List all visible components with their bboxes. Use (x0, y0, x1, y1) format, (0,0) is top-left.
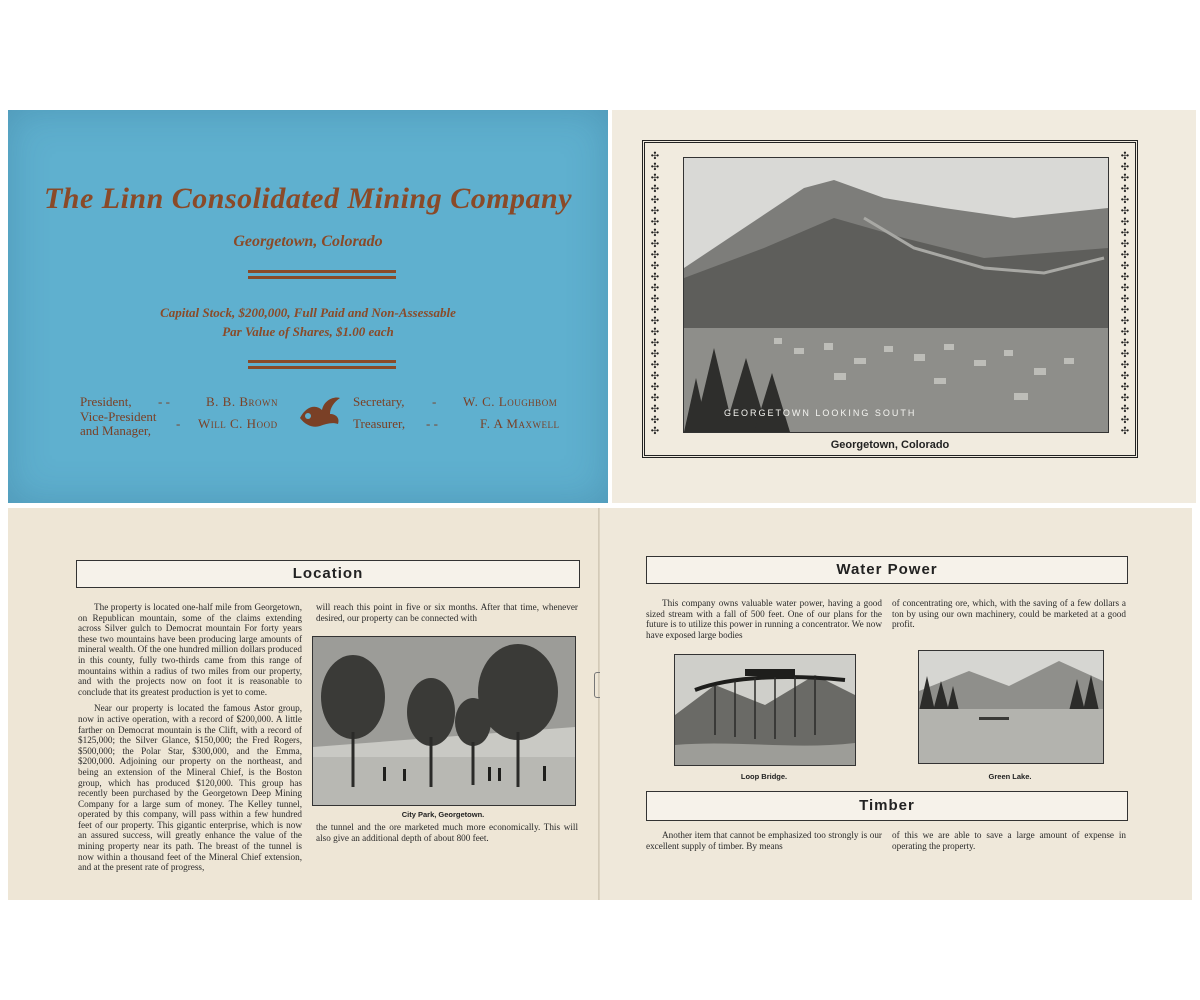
ornamental-frame (642, 140, 1138, 458)
secretary-dashes: - (432, 394, 437, 409)
water-power-column-2: of concentrating ore, which, with the saving of a few dollars a ton by using our own machinery, could be marketed at a good profit. (892, 598, 1126, 630)
georgetown-photo (683, 157, 1109, 433)
water-power-heading: Water Power (646, 556, 1128, 584)
photo-inscription: GEORGETOWN LOOKING SOUTH (724, 408, 917, 418)
location-column-1 (78, 602, 302, 879)
green-lake-photo (918, 650, 1104, 764)
treasurer-dashes: - - (426, 416, 438, 431)
photo-page (612, 110, 1196, 503)
location-paragraph-1: The property is located one-half mile from Georgetown, on Republican mountain, some of the claims extending across Silver gulch to Democrat mountain For forty years these two mountains have been producing large amounts of mineral wealth. Of the one hundred million dollars produced in this county, fully two-thirds came from this range of mountains within a radius of two miles from our property, and with the projects now on foot it is reasonable to conclude that its greatest production is yet to come. (78, 602, 302, 697)
location-heading: Location (76, 560, 580, 588)
location-column-2-bottom: the tunnel and the ore marketed much more economically. This will also give an additional depth of about 800 feet. (316, 822, 578, 843)
water-power-paragraph-1: This company owns valuable water power, having a good sized stream with a fall of 500 feet. One of our plans for the future is to utilize this power in running a concentrator. We now have exposed large bodies (646, 598, 882, 640)
water-power-page (600, 508, 1192, 900)
location-column-2-top: will reach this point in five or six months. After that time, whenever desired, our property can be connected with (316, 602, 578, 623)
company-title: The Linn Consolidated Mining Company (43, 182, 573, 215)
green-lake-caption: Green Lake. (988, 772, 1032, 781)
company-location: Georgetown, Colorado (233, 233, 383, 250)
location-paragraph-2: Near our property is located the famous Astor group, now in active operation, with a record of $200,000. A little farther on Democrat mountain is the Clift, with a record of $125,000; the Silver Glance, $150,000; the Fred Rogers, $500,000; the Polar Star, $300,000, and the Emma, $200,000. Adjoining our property on the northeast, and being an extension of the Mineral Chief, is the Boston group, which has produced $120,000. This group has recently been purchased by the Georgetown Deep Mining Company for a large sum of money. The Kelley tunnel, operated by this company, will pass within a few hundred feet of our property. This gigantic enterprise, which is now an assured success, will greatly enhance the value of the mining property near its path. The breast of the tunnel is now within a thousand feet of the Mineral Chief extension, and at the present rate of progress, (78, 703, 302, 873)
treasurer-label: Treasurer, (353, 416, 406, 431)
city-park-caption: City Park, Georgetown. (401, 810, 485, 819)
par-value-line: Par Value of Shares, $1.00 each (222, 324, 394, 339)
cover-rule-bottom (248, 360, 396, 369)
loop-bridge-caption: Loop Bridge. (740, 772, 788, 781)
timber-column-1 (646, 830, 882, 857)
vp-dashes: - (176, 416, 181, 431)
capital-stock-line: Capital Stock, $200,000, Full Paid and Non-Assessable (160, 305, 456, 320)
manager-label: and Manager, (80, 423, 151, 438)
border-ornament-icon: ✣ ✣ ✣ ✣ ✣ ✣ ✣ ✣ ✣ ✣ ✣ ✣ ✣ ✣ ✣ ✣ ✣ ✣ ✣ ✣ ✣ ✣ ✣ ✣ ✣ ✣ (650, 151, 660, 437)
georgetown-caption: Georgetown, Colorado (830, 439, 950, 451)
cover-rule-top (248, 270, 396, 279)
location-page (8, 508, 600, 900)
secretary-label: Secretary, (353, 394, 405, 409)
treasurer-name: F. A Maxwell (480, 416, 560, 431)
vice-president-label: Vice-President (80, 409, 157, 424)
brochure-cover (8, 110, 608, 503)
president-name: B. B. Brown (206, 394, 279, 409)
border-ornament-icon: ✣ ✣ ✣ ✣ ✣ ✣ ✣ ✣ ✣ ✣ ✣ ✣ ✣ ✣ ✣ ✣ ✣ ✣ ✣ ✣ ✣ ✣ ✣ ✣ ✣ ✣ (1120, 151, 1130, 437)
timber-column-2: of this we are able to save a large amount of expense in operating the property. (892, 830, 1126, 851)
city-park-photo (312, 636, 576, 806)
president-dashes: - - (158, 394, 170, 409)
president-label: President, (80, 394, 132, 409)
vice-president-name: Will C. Hood (198, 416, 278, 431)
timber-heading: Timber (646, 791, 1128, 821)
timber-paragraph-1: Another item that cannot be emphasized too strongly is our excellent supply of timber. By means (646, 830, 882, 851)
griffin-ornament-icon (294, 392, 344, 432)
secretary-name: W. C. Loughbom (463, 394, 558, 409)
water-power-column-1 (646, 598, 882, 646)
loop-bridge-photo (674, 654, 856, 766)
